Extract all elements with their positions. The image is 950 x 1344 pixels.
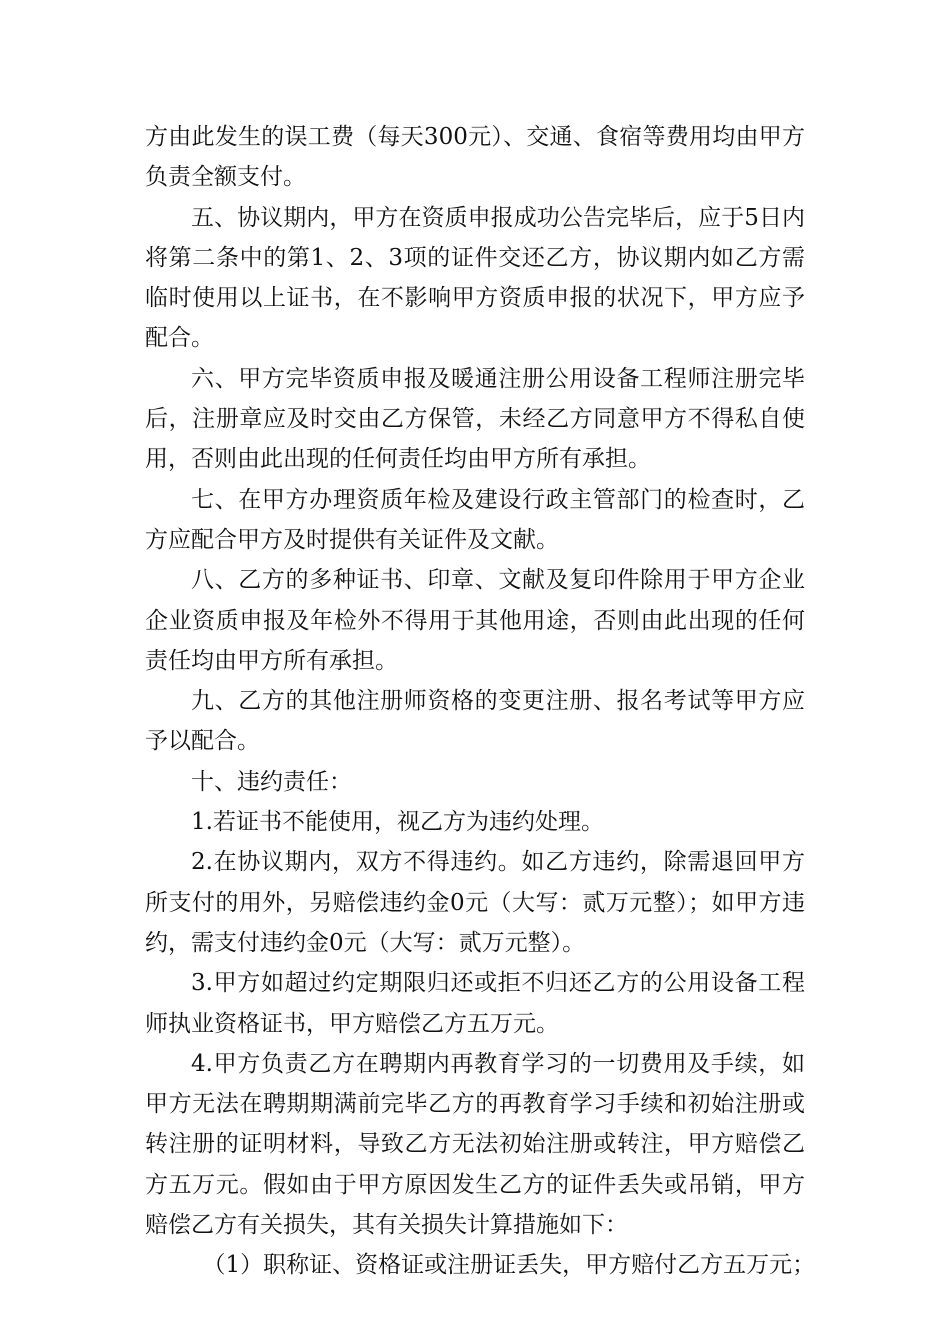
paragraph-clause-8: 八、乙方的多种证书、印章、文献及复印件除用于甲方企业企业资质申报及年检外不得用于其他用途，否则由此出现的任何责任均由甲方所有承担。: [145, 567, 805, 674]
paragraph-clause-9: 九、乙方的其他注册师资格的变更注册、报名考试等甲方应予以配合。: [145, 688, 805, 755]
paragraph-clause-7: 七、在甲方办理资质年检及建设行政主管部门的检查时，乙方应配合甲方及时提供有关证件及文献。: [145, 486, 805, 553]
paragraph-clause-10-heading: 十、违约责任：: [191, 768, 352, 795]
paragraph-clause-6: 六、甲方完毕资质申报及暖通注册公用设备工程师注册完毕后，注册章应及时交由乙方保管，未经乙方同意甲方不得私自使用，否则由此出现的任何责任均由甲方所有承担。: [145, 365, 805, 473]
paragraph-item-2: 2.在协议期内，双方不得违约。如乙方违约，除需退回甲方所支付的用外，另赔偿违约金0元（大写：贰万元整）；如甲方违约，需支付违约金0元（大写：贰万元整）。: [145, 849, 805, 956]
document-body: [145, 117, 816, 1286]
paragraph-continuation: 方由此发生的误工费（每天300元）、交通、食宿等费用均由甲方负责全额支付。: [145, 124, 805, 191]
paragraph-item-1: 1.若证书不能使用，视乙方为违约处理。: [191, 809, 604, 836]
paragraph-item-4: 4.甲方负责乙方在聘期内再教育学习的一切费用及手续，如甲方无法在聘期期满前完毕乙方的再教育学习手续和初始注册或转注册的证明材料，导致乙方无法初始注册或转注，甲方赔偿乙方五万元。假如由于甲方原因发生乙方的证件丢失或吊销，甲方赔偿乙方有关损失，其有关损失计算措施如下：: [145, 1050, 805, 1239]
paragraph-subitem-1: （1）职称证、资格证或注册证丢失，甲方赔付乙方五万元；: [202, 1252, 816, 1279]
paragraph-clause-5: 五、协议期内，甲方在资质申报成功公告完毕后，应于5日内将第二条中的第1、2、3项的证件交还乙方，协议期内如乙方需临时使用以上证书，在不影响甲方资质申报的状况下，甲方应予配合。: [145, 204, 805, 352]
paragraph-item-3: 3.甲方如超过约定期限归还或拒不归还乙方的公用设备工程师执业资格证书，甲方赔偿乙方五万元。: [145, 970, 805, 1037]
